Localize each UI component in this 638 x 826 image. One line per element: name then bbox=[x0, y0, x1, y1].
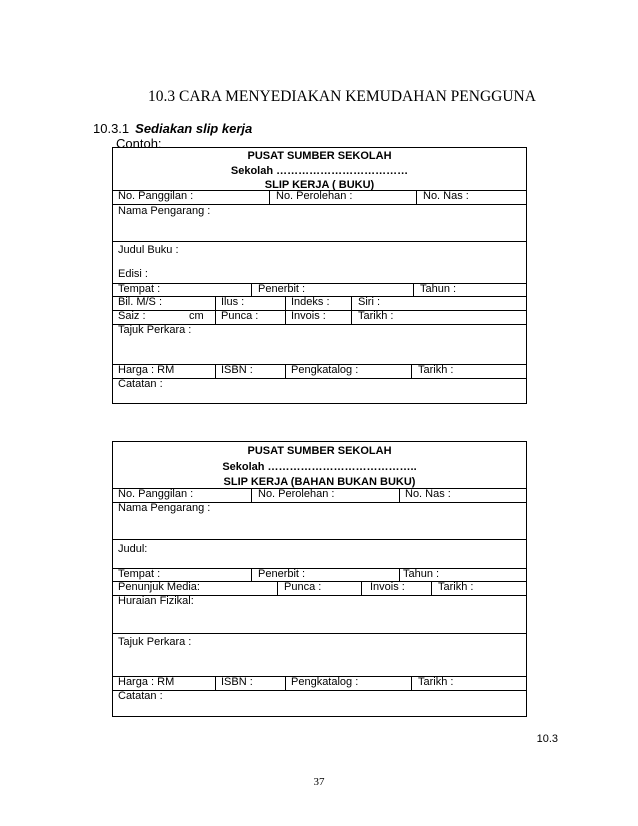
slip1-harga: Harga : RM bbox=[118, 364, 175, 376]
slip1-penerbit: Penerbit : bbox=[258, 283, 306, 295]
slip1-no-perolehan: No. Perolehan : bbox=[276, 190, 353, 202]
section-heading: 10.3 CARA MENYEDIAKAN KEMUDAHAN PENGGUNA bbox=[148, 88, 536, 105]
slip2-invois: Invois : bbox=[370, 581, 405, 593]
slip1-saiz: Saiz : bbox=[118, 310, 146, 322]
slip1-siri: Siri : bbox=[358, 296, 380, 308]
slip2-school: Sekolah ………………………………….. bbox=[222, 461, 417, 473]
slip2-title: PUSAT SUMBER SEKOLAH bbox=[247, 445, 392, 457]
slip1-edisi: Edisi : bbox=[118, 268, 148, 280]
slip2-penunjuk-media: Penunjuk Media: bbox=[118, 581, 200, 593]
slip1-indeks: Indeks : bbox=[291, 296, 330, 308]
slip2-subtitle: SLIP KERJA (BAHAN BUKAN BUKU) bbox=[223, 476, 416, 488]
slip1-tajuk-perkara: Tajuk Perkara : bbox=[118, 324, 192, 336]
slip2-penerbit: Penerbit : bbox=[258, 568, 306, 580]
slip1-school: Sekolah ……………………………… bbox=[230, 165, 409, 177]
slip1-tarikh: Tarikh : bbox=[358, 310, 394, 322]
slip2-isbn: ISBN : bbox=[221, 676, 253, 688]
slip1-punca: Punca : bbox=[221, 310, 259, 322]
slip1-ilus: Ilus : bbox=[221, 296, 245, 308]
subsection-number: 10.3.1 bbox=[93, 121, 130, 136]
slip1-cm: cm bbox=[189, 310, 204, 322]
subsection-heading bbox=[93, 121, 252, 136]
slip1-no-nas: No. Nas : bbox=[423, 190, 469, 202]
slip2-punca: Punca : bbox=[284, 581, 322, 593]
slip2-tahun: Tahun : bbox=[403, 568, 440, 580]
example-label: Contoh: bbox=[116, 136, 162, 151]
slip2-tempat: Tempat : bbox=[118, 568, 161, 580]
slip-kerja-buku-form bbox=[112, 147, 527, 404]
slip2-tarikh-katalog: Tarikh : bbox=[418, 676, 454, 688]
slip2-nama-pengarang: Nama Pengarang : bbox=[118, 502, 211, 514]
page-number: 37 bbox=[313, 776, 325, 788]
slip1-title: PUSAT SUMBER SEKOLAH bbox=[247, 150, 392, 162]
slip1-no-panggilan: No. Panggilan : bbox=[118, 190, 194, 202]
slip1-subtitle: SLIP KERJA ( BUKU) bbox=[264, 179, 375, 191]
slip2-catatan: Catatan : bbox=[118, 690, 163, 702]
slip1-nama-pengarang: Nama Pengarang : bbox=[118, 205, 211, 217]
slip2-harga: Harga : RM bbox=[118, 676, 175, 688]
slip1-catatan: Catatan : bbox=[118, 378, 163, 390]
slip1-invois: Invois : bbox=[291, 310, 326, 322]
slip2-no-nas: No. Nas : bbox=[405, 488, 451, 500]
slip2-tarikh: Tarikh : bbox=[438, 581, 474, 593]
slip1-pengkatalog: Pengkatalog : bbox=[291, 364, 359, 376]
slip1-bil-ms: Bil. M/S : bbox=[118, 296, 163, 308]
slip1-isbn: ISBN : bbox=[221, 364, 253, 376]
subsection-title: Sediakan slip kerja bbox=[135, 121, 253, 136]
slip2-no-perolehan: No. Perolehan : bbox=[258, 488, 335, 500]
footer-section-number: 10.3 bbox=[536, 733, 558, 745]
slip1-tarikh-katalog: Tarikh : bbox=[418, 364, 454, 376]
slip2-pengkatalog: Pengkatalog : bbox=[291, 676, 359, 688]
slip1-judul-buku: Judul Buku : bbox=[118, 244, 179, 256]
slip2-no-panggilan: No. Panggilan : bbox=[118, 488, 194, 500]
slip2-tajuk-perkara: Tajuk Perkara : bbox=[118, 636, 192, 648]
slip2-judul: Judul: bbox=[118, 543, 148, 555]
slip2-huraian-fizikal: Huraian Fizikal: bbox=[118, 595, 194, 607]
slip-kerja-bahan-bukan-buku-form bbox=[112, 441, 527, 717]
slip1-tahun: Tahun : bbox=[420, 283, 457, 295]
slip1-tempat: Tempat : bbox=[118, 283, 161, 295]
